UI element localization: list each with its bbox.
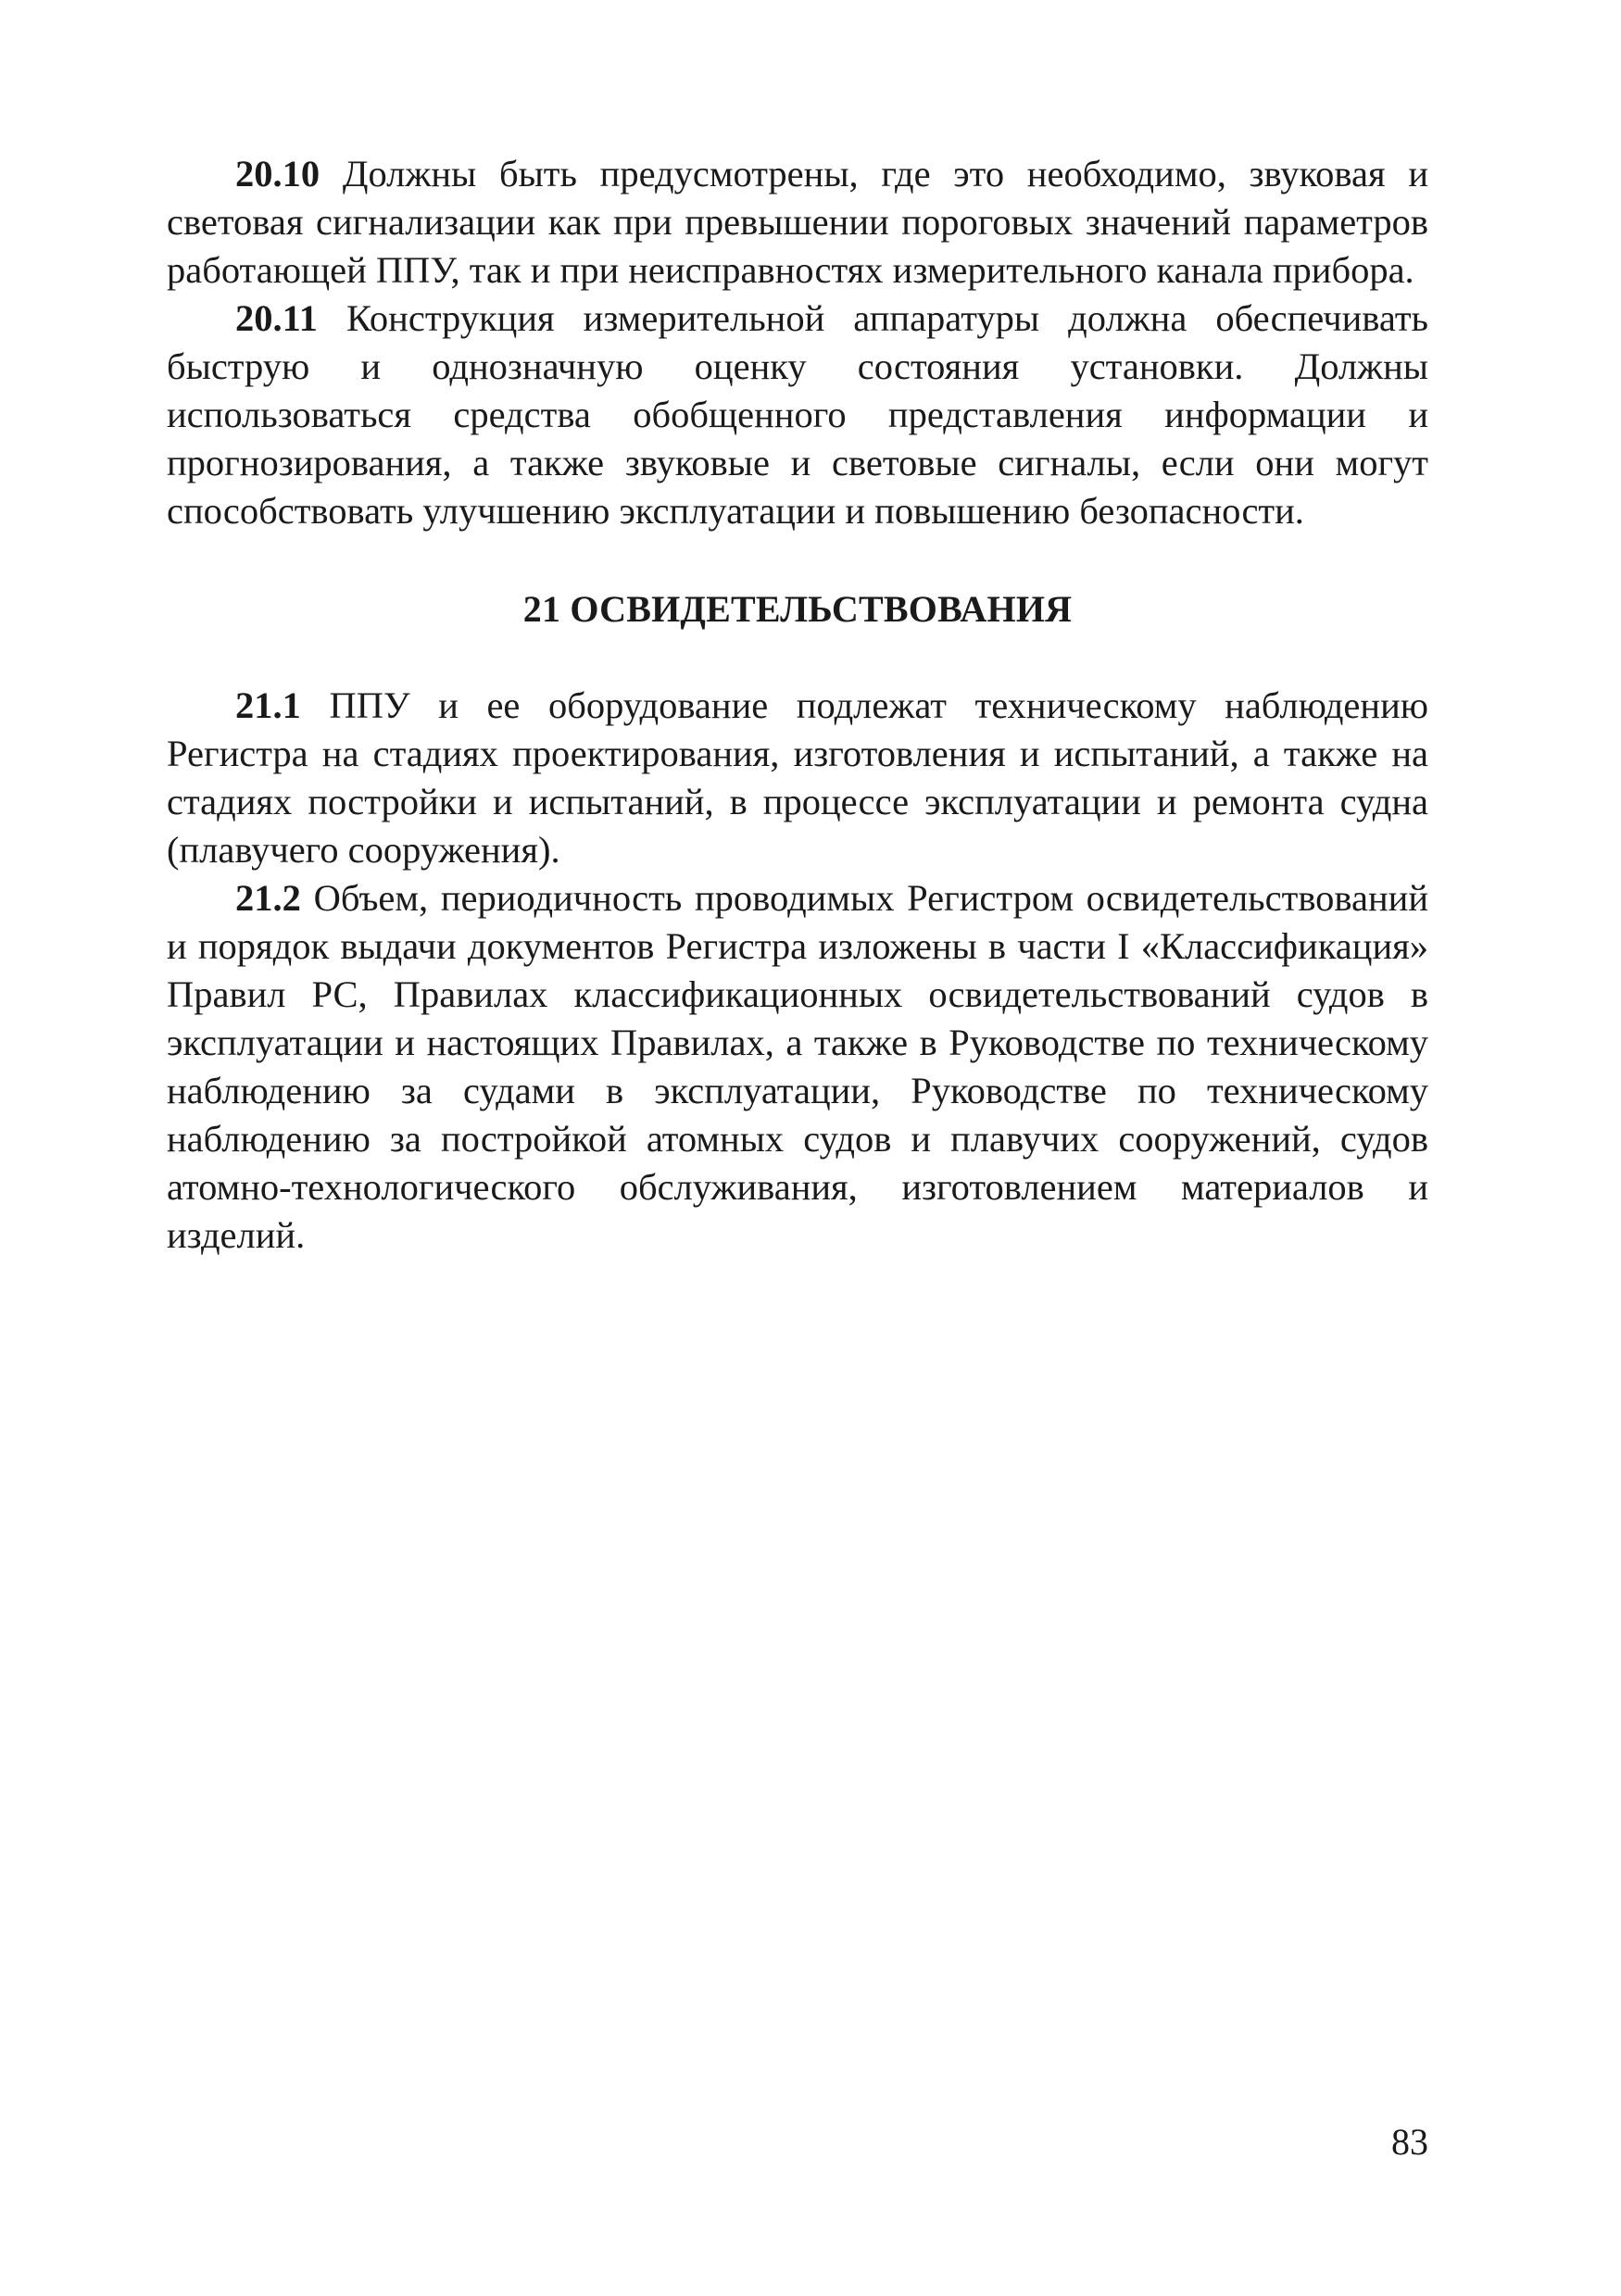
page-number: 83 xyxy=(1391,2121,1428,2163)
paragraph-text: Должны быть предусмотрены, где это необходимо, звуковая и световая сигнализации как при превышении пороговых значений параметров работающей ППУ, так и при неисправностях измерительного канала прибора. xyxy=(167,153,1428,291)
paragraph-number: 21.1 xyxy=(235,684,301,726)
paragraph-21-2 xyxy=(167,874,1428,1260)
paragraph-20-11 xyxy=(167,295,1428,535)
page-body xyxy=(167,150,1428,1260)
paragraph-number: 20.11 xyxy=(235,297,318,339)
paragraph-text: Объем, периодичность проводимых Регистром освидетельствований и порядок выдачи документов Регистра изложены в части I «Классификация» Правил РС, Правилах классификационных освидетельствований судов в эксплуатации и настоящих Правилах, а также в Руководстве по техническому наблюдению за судами в эксплуатации, Руководстве по техническому наблюдению за постройкой атомных судов и плавучих сооружений, судов атомно-технологического обслуживания, изготовлением материалов и изделий. xyxy=(167,877,1428,1256)
paragraph-21-1 xyxy=(167,682,1428,874)
paragraph-text: ППУ и ее оборудование подлежат техническому наблюдению Регистра на стадиях проектирования, изготовления и испытаний, а также на стадиях постройки и испытаний, в процессе эксплуатации и ремонта судна (плавучего сооружения). xyxy=(167,684,1429,871)
paragraph-20-10 xyxy=(167,150,1428,295)
paragraph-number: 20.10 xyxy=(235,153,320,194)
paragraph-number: 21.2 xyxy=(235,877,301,919)
paragraph-text: Конструкция измерительной аппаратуры должна обеспечивать быструю и однозначную оценку состояния установки. Должны использоваться средства обобщенного представления информации и прогнозирования, а также звуковые и световые сигналы, если они могут способствовать улучшению эксплуатации и повышению безопасности. xyxy=(167,297,1428,532)
section-heading: 21 ОСВИДЕТЕЛЬСТВОВАНИЯ xyxy=(522,588,1073,630)
